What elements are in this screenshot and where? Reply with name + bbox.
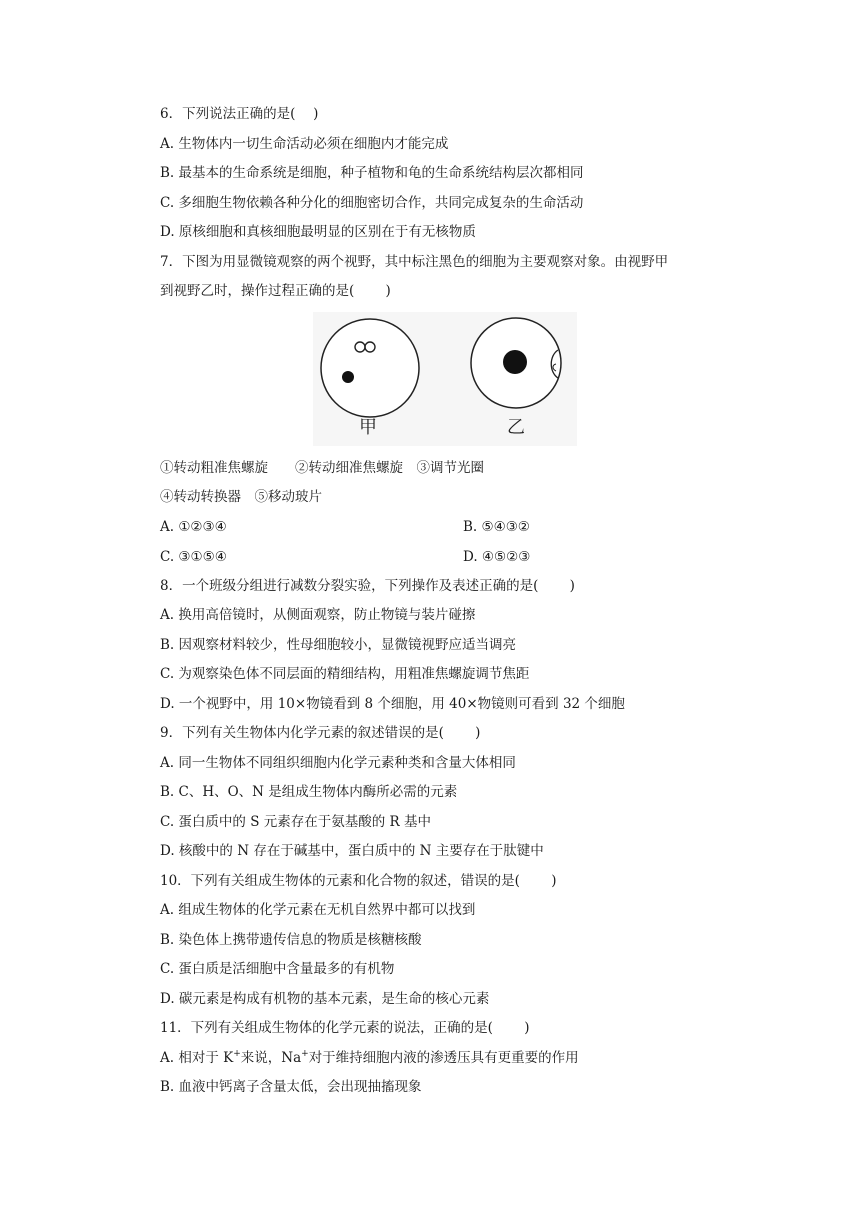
q7-steps-line1: ①转动粗准焦螺旋 ②转动细准焦螺旋 ③调节光圈 (160, 460, 484, 476)
q7-option-a: A. ①②③④ (160, 519, 227, 535)
q8-option-b: B. 因观察材料较少，性母细胞较小，显微镜视野应适当调亮 (160, 637, 517, 653)
q8-option-a: A. 换用高倍镜时，从侧面观察，防止物镜与装片碰擦 (160, 607, 476, 623)
q7-option-b: B. ⑤④③② (463, 519, 530, 535)
q11-option-b: B. 血液中钙离子含量太低，会出现抽搐现象 (160, 1079, 422, 1095)
target-cell-magnified (503, 350, 527, 374)
q6-stem: 6．下列说法正确的是( ) (160, 106, 319, 122)
field-jia-circle (321, 319, 419, 417)
q11-stem: 11．下列有关组成生物体的化学元素的说法，正确的是( ) (160, 1020, 530, 1036)
microscope-fields-figure (313, 312, 577, 446)
q10-option-b: B. 染色体上携带遗传信息的物质是核糖核酸 (160, 932, 422, 948)
q8-stem: 8．一个班级分组进行减数分裂实验，下列操作及表述正确的是( ) (160, 578, 575, 594)
superscript-plus-na: + (301, 1049, 309, 1059)
q10-stem: 10．下列有关组成生物体的元素和化合物的叙述，错误的是( ) (160, 873, 557, 889)
q6-option-a: A. 生物体内一切生命活动必须在细胞内才能完成 (160, 136, 449, 152)
label-jia: 甲 (359, 417, 377, 438)
q6-option-d: D. 原核细胞和真核细胞最明显的区别在于有无核物质 (160, 224, 476, 240)
q8-option-d: D. 一个视野中，用 10×物镜看到 8 个细胞，用 40×物镜则可看到 32 个细胞 (160, 696, 625, 712)
label-yi: 乙 (507, 417, 525, 438)
target-cell-small (342, 371, 354, 383)
q11-option-a-text-2: 来说，Na (240, 1050, 302, 1066)
q9-option-c: C. 蛋白质中的 S 元素存在于氨基酸的 R 基中 (160, 814, 432, 830)
q7-option-c: C. ③①⑤④ (160, 549, 227, 565)
q10-option-a: A. 组成生物体的化学元素在无机自然界中都可以找到 (160, 902, 476, 918)
q11-option-a-text-1: A. 相对于 K (160, 1050, 234, 1066)
q10-option-d: D. 碳元素是构成有机物的基本元素，是生命的核心元素 (160, 991, 490, 1007)
q6-option-c: C. 多细胞生物依赖各种分化的细胞密切合作，共同完成复杂的生命活动 (160, 195, 584, 211)
q11-option-a (160, 1049, 579, 1067)
q9-option-a: A. 同一生物体不同组织细胞内化学元素种类和含量大体相同 (160, 755, 516, 771)
q7-stem-line2: 到视野乙时，操作过程正确的是( ) (160, 283, 391, 299)
q9-option-d: D. 核酸中的 N 存在于碱基中，蛋白质中的 N 主要存在于肽键中 (160, 843, 544, 859)
superscript-plus-k: + (233, 1049, 241, 1059)
q11-option-a-text-3: 对于维持细胞内液的渗透压具有更重要的作用 (308, 1050, 579, 1066)
q9-option-b: B. C、H、O、N 是组成生物体内酶所必需的元素 (160, 784, 458, 800)
q8-option-c: C. 为观察染色体不同层面的精细结构，用粗准焦螺旋调节焦距 (160, 666, 530, 682)
q7-option-d: D. ④⑤②③ (463, 549, 531, 565)
q7-steps-line2: ④转动转换器 ⑤移动玻片 (160, 489, 322, 505)
q10-option-c: C. 蛋白质是活细胞中含量最多的有机物 (160, 961, 395, 977)
q6-option-b: B. 最基本的生命系统是细胞，种子植物和龟的生命系统结构层次都相同 (160, 165, 584, 181)
q7-stem-line1: 7．下图为用显微镜观察的两个视野，其中标注黑色的细胞为主要观察对象。由视野甲 (160, 254, 669, 270)
q9-stem: 9．下列有关生物体内化学元素的叙述错误的是( ) (160, 725, 481, 741)
